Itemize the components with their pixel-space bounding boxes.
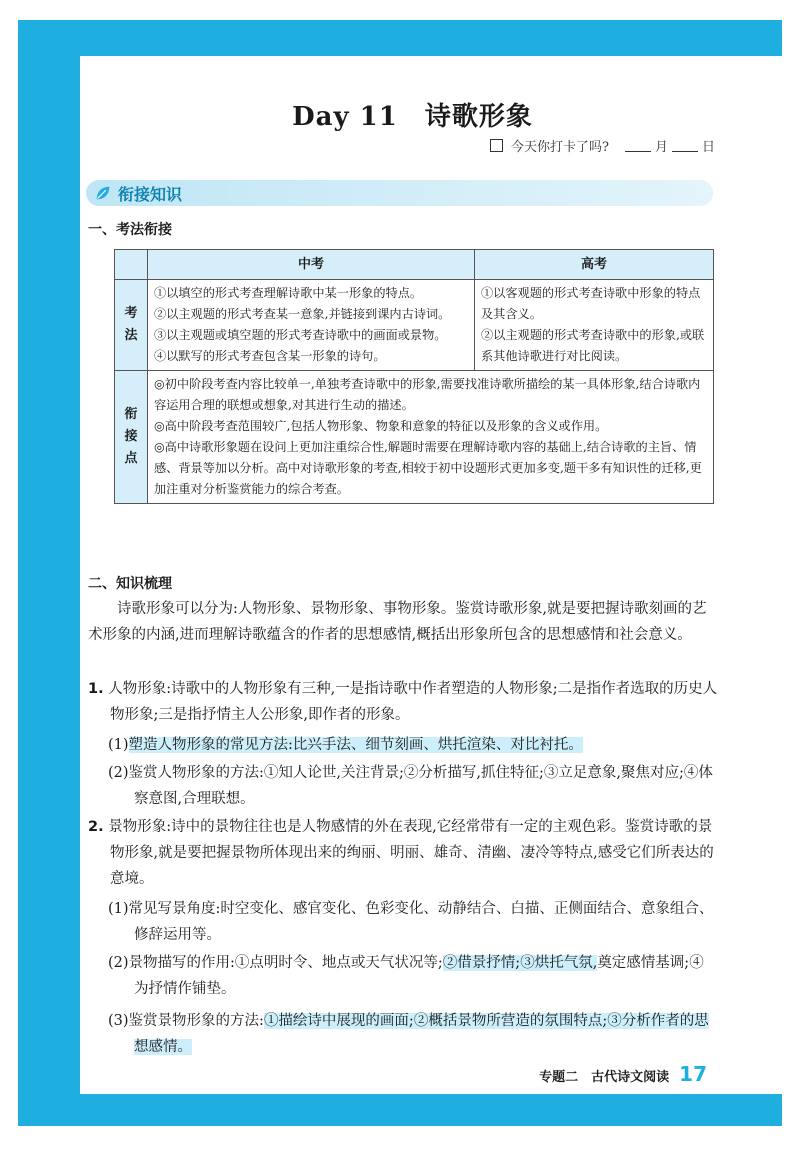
footer-chapter: 专题二 古代诗文阅读: [539, 1070, 670, 1085]
row-header-kaofa-text: 考 法: [124, 306, 138, 343]
gaokao-cell: [475, 280, 714, 371]
leaf-icon: [94, 184, 112, 202]
person-sub1: [108, 732, 716, 758]
connection-line: ◎高中阶段考查范围较广,包括人物形象、物象和意象的特征以及形象的含义或作用。: [154, 419, 608, 433]
connection-line: ◎高中诗歌形象题在设问上更加注重综合性,解题时需要在理解诗歌内容的基础上,结合诗歌的主旨、情感、背景等加以分析。高中对诗歌形象的考查,相较于初中设题形式更加多变,题干多有知识性的迁移,更加注重对分析鉴赏能力的综合考查。: [154, 440, 702, 496]
bottom-border-band: [18, 1094, 782, 1126]
highlighted-text: 塑造人物形象的常见方法:比兴手法、细节刻画、烘托渲染、对比衬托。: [128, 737, 583, 753]
section2-heading: 二、知识梳理: [88, 576, 172, 592]
top-border-band: [18, 20, 782, 56]
item-text: 人物形象:诗歌中的人物形象有三种,一是指诗歌中作者塑造的人物形象;二是指作者选取的历史人物形象;三是指抒情主人公形象,即作者的形象。: [108, 681, 718, 723]
month-label: 月: [654, 140, 668, 155]
zhongkao-cell: [148, 280, 475, 371]
connection-cell: [148, 371, 714, 504]
item-person-image: [88, 676, 718, 728]
item-number: 1.: [88, 681, 104, 697]
section-banner: [86, 180, 713, 206]
page-footer: [539, 1062, 707, 1086]
scene-sub2: [108, 950, 716, 1002]
checkin-row: [490, 136, 715, 155]
sub-text: (2)景物描写的作用:①点明时令、地点或天气状况等;: [108, 955, 443, 971]
highlighted-text: ②借景抒情;③烘托气氛,: [442, 955, 598, 971]
scene-sub3: [108, 1008, 716, 1060]
row-header-xianjiedian-text: 衔 接 点: [124, 407, 138, 466]
zhongkao-line: ④以默写的形式考查包含某一形象的诗句。: [154, 349, 386, 363]
banner-label: 衔接知识: [118, 184, 183, 204]
page-title: Day 11 诗歌形象: [292, 102, 533, 132]
checkin-checkbox[interactable]: [490, 139, 503, 152]
item-scene-image: [88, 814, 718, 892]
page-number: 17: [679, 1062, 707, 1086]
table-corner: [115, 250, 148, 280]
month-blank[interactable]: [625, 139, 651, 152]
row-header-kaofa: [115, 280, 148, 371]
gaokao-line: ①以客观题的形式考查诗歌中形象的特点及其含义。: [481, 286, 701, 321]
day-blank[interactable]: [672, 139, 698, 152]
intro-paragraph: 诗歌形象可以分为:人物形象、景物形象、事物形象。鉴赏诗歌形象,就是要把握诗歌刻画的艺术形象的内涵,进而理解诗歌蕴含的作者的思想感情,概括出形象所包含的思想感情和社会意义。: [88, 601, 707, 643]
col-header-gaokao: 高考: [475, 250, 714, 280]
sub-prefix: (3)鉴赏景物形象的方法:: [108, 1013, 264, 1029]
sub-text: 奠定感情基调;④为抒情作铺垫。: [134, 955, 704, 997]
section1-heading: 一、考法衔接: [88, 222, 172, 238]
item-text: 景物形象:诗中的景物往往也是人物感情的外在表现,它经常带有一定的主观色彩。鉴赏诗歌的景物形象,就是要把握景物所体现出来的绚丽、明丽、雄奇、清幽、凄冷等特点,感受它们所表达的意境。: [108, 819, 714, 887]
left-border-band: [18, 20, 80, 1126]
scene-sub1: (1)常见写景角度:时空变化、感官变化、色彩变化、动静结合、白描、正侧面结合、意象组合、修辞运用等。: [108, 901, 714, 943]
zhongkao-line: ③以主观题或填空题的形式考查诗歌中的画面或景物。: [154, 328, 447, 342]
exam-comparison-table: [114, 249, 714, 504]
row-header-xianjiedian: [115, 371, 148, 504]
zhongkao-line: ②以主观题的形式考查某一意象,并链接到课内古诗词。: [154, 307, 451, 321]
person-sub2: (2)鉴赏人物形象的方法:①知人论世,关注背景;②分析描写,抓住特征;③立足意象,聚焦对应;④体察意图,合理联想。: [108, 765, 713, 807]
day-label: 日: [701, 140, 715, 155]
item-number: 2.: [88, 819, 104, 835]
highlighted-text: ①描绘诗中展现的画面;②概括景物所营造的氛围特点;③分析作者的思想感情。: [134, 1013, 709, 1055]
gaokao-line: ②以主观题的形式考查诗歌中的形象,或联系其他诗歌进行对比阅读。: [481, 328, 705, 363]
col-header-zhongkao: 中考: [148, 250, 475, 280]
checkin-label: 今天你打卡了吗?: [510, 140, 609, 155]
zhongkao-line: ①以填空的形式考查理解诗歌中某一形象的特点。: [154, 286, 423, 300]
connection-line: ◎初中阶段考查内容比较单一,单独考查诗歌中的形象,需要找准诗歌所描绘的某一具体形象,结合诗歌内容运用合理的联想或想象,对其进行生动的描述。: [154, 377, 701, 412]
sub-prefix: (1): [108, 737, 129, 753]
page-content: [80, 56, 745, 1094]
